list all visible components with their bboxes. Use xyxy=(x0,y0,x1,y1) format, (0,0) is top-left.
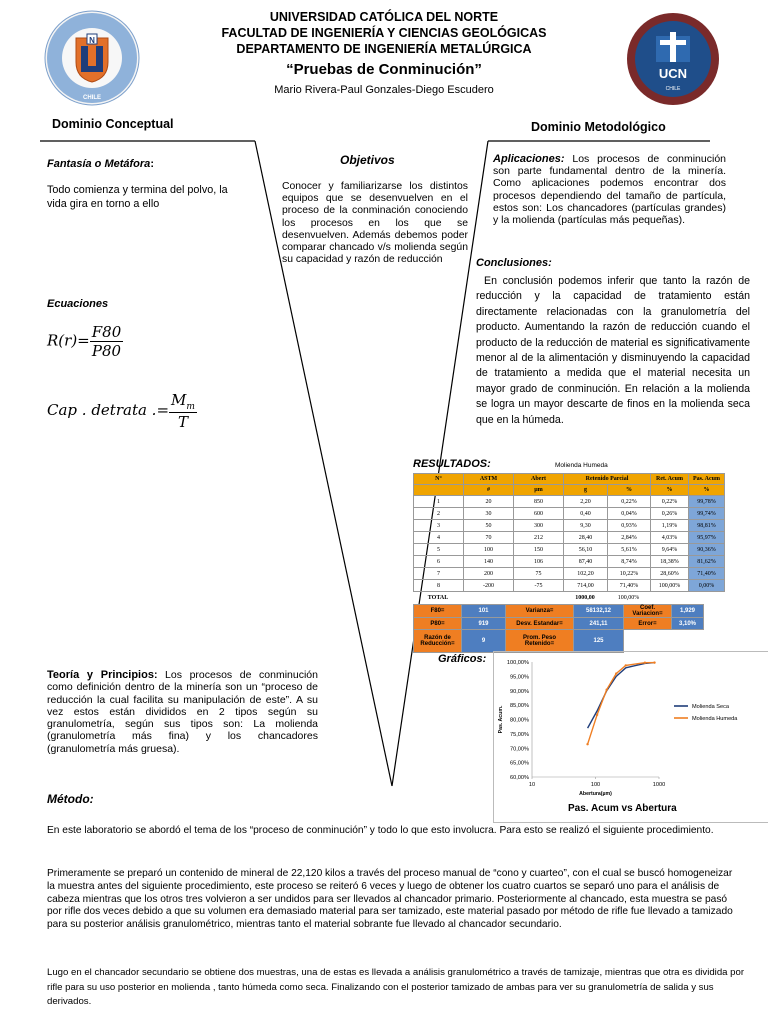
series-point-humeda xyxy=(605,689,607,691)
f80-label: F80= xyxy=(414,605,462,618)
y-tick-label: 80,00% xyxy=(510,717,529,724)
table-cell: 2,84% xyxy=(608,532,651,544)
objetivos-text: Conocer y familiarizarse los distintos equipos que se desenvuelven en el proceso de la conminación conociendo los procesos en los que se desenvuelven. Además debemos poder comparar chancado v/s molienda según su capacidad y razón de reducción xyxy=(282,181,468,266)
table-cell: 99,78% xyxy=(689,496,725,508)
table-cell: 100,00% xyxy=(651,580,689,592)
x-tick-label: 100 xyxy=(590,782,601,788)
dominio-conceptual-title: Dominio Conceptual xyxy=(52,117,174,131)
desv-label: Desv. Estandar= xyxy=(506,618,574,630)
table-cell: 4 xyxy=(414,532,464,544)
aplicaciones-paragraph xyxy=(493,153,726,226)
y-tick-label: 70,00% xyxy=(510,746,529,753)
table-cell: 714,00 xyxy=(564,580,608,592)
table-cell: 0,40 xyxy=(564,508,608,520)
fantasia-label: Fantasía o Metáfora xyxy=(47,158,151,170)
table-cell: 5,61% xyxy=(608,544,651,556)
table-cell: 30 xyxy=(464,508,514,520)
header-cell: Abert xyxy=(514,474,564,485)
table-row xyxy=(414,556,725,568)
faculty-name: FACULTAD DE INGENIERÍA Y CIENCIAS GEOLÓGICAS xyxy=(221,26,547,40)
results-table-wrapper xyxy=(413,473,725,653)
teoria-text: Los procesos de conminución como definición dentro de la minería son un “proceso de reducción la cual facilita su manipulación de este”. A su vez estos están divididos en 2 tipos según su granulometría, según sus tipos son: La molienda (granulometría más fina) y los chancadores (granulometría más gruesa). xyxy=(47,669,318,755)
table-cell: 10,22% xyxy=(608,568,651,580)
unit-cell: % xyxy=(651,485,689,496)
table-cell: 850 xyxy=(514,496,564,508)
table-cell: 7 xyxy=(414,568,464,580)
table-row xyxy=(414,520,725,532)
f80-value: 101 xyxy=(462,605,506,618)
y-tick-label: 100,00% xyxy=(506,660,529,666)
error-label: Error= xyxy=(624,618,672,630)
table-cell: 300 xyxy=(514,520,564,532)
chart-frame xyxy=(493,651,768,823)
unit-cell: % xyxy=(689,485,725,496)
table-cell: 28,60% xyxy=(651,568,689,580)
poster-title: “Pruebas de Conminución” xyxy=(286,61,482,78)
table-row xyxy=(414,532,725,544)
x-axis-label: Abertura(µm) xyxy=(579,791,612,797)
table-cell: 99,74% xyxy=(689,508,725,520)
razon-label: Razón de Reducción= xyxy=(414,630,462,653)
graficos-label: Gráficos: xyxy=(438,653,487,665)
table-cell: 0,22% xyxy=(608,496,651,508)
stats-row-3 xyxy=(414,630,704,653)
coef-label: Coef. Variacion= xyxy=(624,605,672,618)
unit-cell: µm xyxy=(514,485,564,496)
dominio-metodologico-title: Dominio Metodológico xyxy=(531,120,666,134)
series-point-humeda xyxy=(625,664,627,666)
total-row-table xyxy=(413,592,724,603)
unit-cell: # xyxy=(464,485,514,496)
table-cell: 1,19% xyxy=(651,520,689,532)
table-cell: 0,26% xyxy=(651,508,689,520)
table-cell: 3 xyxy=(414,520,464,532)
stats-row-2 xyxy=(414,618,704,630)
p80-value: 919 xyxy=(462,618,506,630)
eq2-denominator: T xyxy=(177,413,188,431)
table-cell: 2,20 xyxy=(564,496,608,508)
table-title: Molienda Humeda xyxy=(555,462,608,469)
y-tick-label: 75,00% xyxy=(510,731,529,738)
total-grams: 1000,00 xyxy=(575,594,595,601)
eq2-numerator-sub: m xyxy=(186,402,195,412)
series-line-humeda xyxy=(588,663,655,745)
conclusiones-label: Conclusiones: xyxy=(476,257,552,269)
varianza-value: 58132,12 xyxy=(574,605,624,618)
table-header-row xyxy=(414,474,725,485)
table-cell: 0,00% xyxy=(689,580,725,592)
eq1-numerator: F80 xyxy=(91,323,122,341)
header-cell: N° xyxy=(414,474,464,485)
y-tick-label: 60,00% xyxy=(510,775,529,781)
teoria-label: Teoría y Principios xyxy=(47,669,154,681)
table-cell: 28,40 xyxy=(564,532,608,544)
total-label: TOTAL xyxy=(427,594,449,601)
legend-entry: Molienda Seca xyxy=(692,704,730,710)
razon-value: 9 xyxy=(462,630,506,653)
table-cell: 4,03% xyxy=(651,532,689,544)
table-row xyxy=(414,544,725,556)
table-cell: 9,30 xyxy=(564,520,608,532)
error-value: 3,10% xyxy=(672,618,704,630)
y-tick-label: 85,00% xyxy=(510,703,529,710)
equation-capacity xyxy=(47,391,197,431)
department-name: DEPARTAMENTO DE INGENIERÍA METALÚRGICA xyxy=(236,42,532,56)
authors: Mario Rivera-Paul Gonzales-Diego Escudero xyxy=(274,84,494,96)
table-cell: 98,81% xyxy=(689,520,725,532)
pas-acum-chart xyxy=(494,652,768,822)
table-cell: 9,64% xyxy=(651,544,689,556)
fantasia-heading: Fantasía o Metáfora: xyxy=(47,158,154,170)
varianza-label: Varianza= xyxy=(506,605,574,618)
table-cell: 20 xyxy=(464,496,514,508)
table-cell: 6 xyxy=(414,556,464,568)
table-cell: 18,38% xyxy=(651,556,689,568)
table-row xyxy=(414,496,725,508)
resultados-label: RESULTADOS: xyxy=(413,458,491,470)
table-cell: 95,97% xyxy=(689,532,725,544)
x-tick-label: 1000 xyxy=(652,782,666,788)
table-cell: -200 xyxy=(464,580,514,592)
svg-text:N: N xyxy=(89,36,95,45)
table-cell: 5 xyxy=(414,544,464,556)
metodo-paragraph-1: En este laboratorio se abordó el tema de los “proceso de conminución” y todo lo que esto involucra. Para esto se realizó el siguiente procedimiento. xyxy=(47,825,714,836)
unit-cell: g xyxy=(564,485,608,496)
table-row xyxy=(414,568,725,580)
fantasia-text: Todo comienza y termina del polvo, la vida gira en torno a ello xyxy=(47,184,228,210)
x-tick-label: 10 xyxy=(528,782,536,788)
table-cell: 140 xyxy=(464,556,514,568)
table-cell: 87,40 xyxy=(564,556,608,568)
series-point-humeda xyxy=(615,672,617,674)
teoria-paragraph: Teoría y Principios: Los procesos de conminución como definición dentro de la minería son un “proceso de reducción la cual facilita su manipulación de este”. A su vez estos están divididos en 2 tipos según su granulometría, según sus tipos son: La molienda (granulometría más fina) y los chancadores (granulometría más gruesa). xyxy=(47,669,318,755)
unit-cell: % xyxy=(608,485,651,496)
aplicaciones-label: Aplicaciones: xyxy=(493,153,565,165)
svg-text:CHILE: CHILE xyxy=(83,95,101,101)
table-cell: 81,62% xyxy=(689,556,725,568)
metodo-label: Método: xyxy=(47,792,94,806)
chart-title: Pas. Acum vs Abertura xyxy=(568,803,677,814)
svg-text:CHILE: CHILE xyxy=(665,86,681,92)
table-cell: 90,36% xyxy=(689,544,725,556)
table-cell: 100 xyxy=(464,544,514,556)
table-cell: -75 xyxy=(514,580,564,592)
total-row xyxy=(413,592,724,603)
y-axis-label: Pas. Acum. xyxy=(498,705,504,734)
table-unit-row xyxy=(414,485,725,496)
prom-label: Prom. Peso Retenido= xyxy=(506,630,574,653)
table-cell: 70 xyxy=(464,532,514,544)
stats-table xyxy=(413,604,704,653)
y-tick-label: 90,00% xyxy=(510,688,529,695)
table-cell: 1 xyxy=(414,496,464,508)
metodo-paragraph-2: Primeramente se preparó un contenido de mineral de 22,120 kilos a través del proceso manual de “cono y cuarteo”, con el cual se buscó homogeneizar la muestra antes del siguiente procedimiento, este proceso se reiteró 6 veces y luego de obtener los cuatro cuartos se separó uno para el análisis de cabeza mientras que los otros tres volvieron a ser undidos para ser llevados al chancador primario. Posteriormente al chancado, esta muestra se pasó por rifle dos veces debido a que su volumen era demasiado material para ser tamizado, este material pasado por método de rifle fue llevado a tamizado para su posterior análisis granulométrico, mientras tanto el material sobrante fue llevado al chancador secundario. xyxy=(47,868,733,931)
series-point-humeda xyxy=(644,662,646,664)
table-cell: 8 xyxy=(414,580,464,592)
metodo-paragraph-3: Lugo en el chancador secundario se obtiene dos muestras, una de estas es llevada a análisis granulométrico a través de tamizaje, mientras que otra es dividida por rifle para su uso posterior en molienda , tanto húmeda como seca. Finalizando con el posterior tamizado de ambas para ver su granulometría de salida y sus derivados. xyxy=(47,967,745,1007)
equation-reduction-ratio xyxy=(47,323,123,360)
y-tick-label: 95,00% xyxy=(510,674,529,681)
eq2-lhs: Cap . detrata .= xyxy=(47,401,170,419)
series-point-humeda xyxy=(596,714,598,716)
table-cell: 2 xyxy=(414,508,464,520)
table-cell: 50 xyxy=(464,520,514,532)
eq1-denominator: P80 xyxy=(91,342,122,360)
coef-value: 1,929 xyxy=(672,605,704,618)
table-cell: 8,74% xyxy=(608,556,651,568)
results-table xyxy=(413,473,725,592)
table-cell: 102,20 xyxy=(564,568,608,580)
legend-entry: Molienda Humeda xyxy=(692,716,738,722)
y-tick-label: 65,00% xyxy=(510,760,529,767)
table-cell: 212 xyxy=(514,532,564,544)
header-cell: ASTM xyxy=(464,474,514,485)
svg-text:UCN: UCN xyxy=(658,66,688,81)
total-percent: 100,00% xyxy=(617,594,640,601)
table-cell: 600 xyxy=(514,508,564,520)
table-cell: 56,10 xyxy=(564,544,608,556)
table-cell: 0,93% xyxy=(608,520,651,532)
table-cell: 150 xyxy=(514,544,564,556)
objetivos-title: Objetivos xyxy=(340,153,395,167)
table-cell: 106 xyxy=(514,556,564,568)
table-cell: 75 xyxy=(514,568,564,580)
header-cell: Pas. Acum xyxy=(689,474,725,485)
table-cell: 71,40% xyxy=(689,568,725,580)
table-cell: 200 xyxy=(464,568,514,580)
series-point-humeda xyxy=(653,661,655,663)
table-cell: 0,04% xyxy=(608,508,651,520)
table-row xyxy=(414,580,725,592)
unit-cell xyxy=(414,485,464,496)
header-cell: Retenido Parcial xyxy=(564,474,651,485)
desv-value: 241,11 xyxy=(574,618,624,630)
series-point-humeda xyxy=(586,743,588,745)
prom-value: 125 xyxy=(574,630,624,653)
p80-label: P80= xyxy=(414,618,462,630)
series-line-seca xyxy=(588,663,655,729)
university-name: UNIVERSIDAD CATÓLICA DEL NORTE xyxy=(269,10,499,24)
table-cell: 0,22% xyxy=(651,496,689,508)
ecuaciones-label: Ecuaciones xyxy=(47,298,109,310)
eq2-numerator: M xyxy=(171,391,187,409)
table-row xyxy=(414,508,725,520)
header-cell: Ret. Acum xyxy=(651,474,689,485)
eq1-lhs: R(r)= xyxy=(47,331,90,350)
conclusiones-text: En conclusión podemos inferir que tanto la razón de reducción y la capacidad de tratamiento están directamente relacionadas con la granulometría del producto. Aumentando la razón de reducción cuando el producto de la reducción de material es significativamente menor al de la alimentación y disminuyendo la capacidad de tratamiento a medida que el material necesita un mayor grado de conminución. En relación a la molienda se logra un mayor descarte de finos en la molienda seca que en la húmeda. xyxy=(476,275,750,426)
aplicaciones-text: Los procesos de conminución son parte fundamental dentro de la minería. Como aplicaciones podemos encontrar dos procesos dependiendo del tamaño de partícula, estos son: Los chancadores (partículas grandes) y la molienda (partículas más pequeñas). xyxy=(493,153,726,227)
stats-row-1 xyxy=(414,605,704,618)
table-cell: 71,40% xyxy=(608,580,651,592)
